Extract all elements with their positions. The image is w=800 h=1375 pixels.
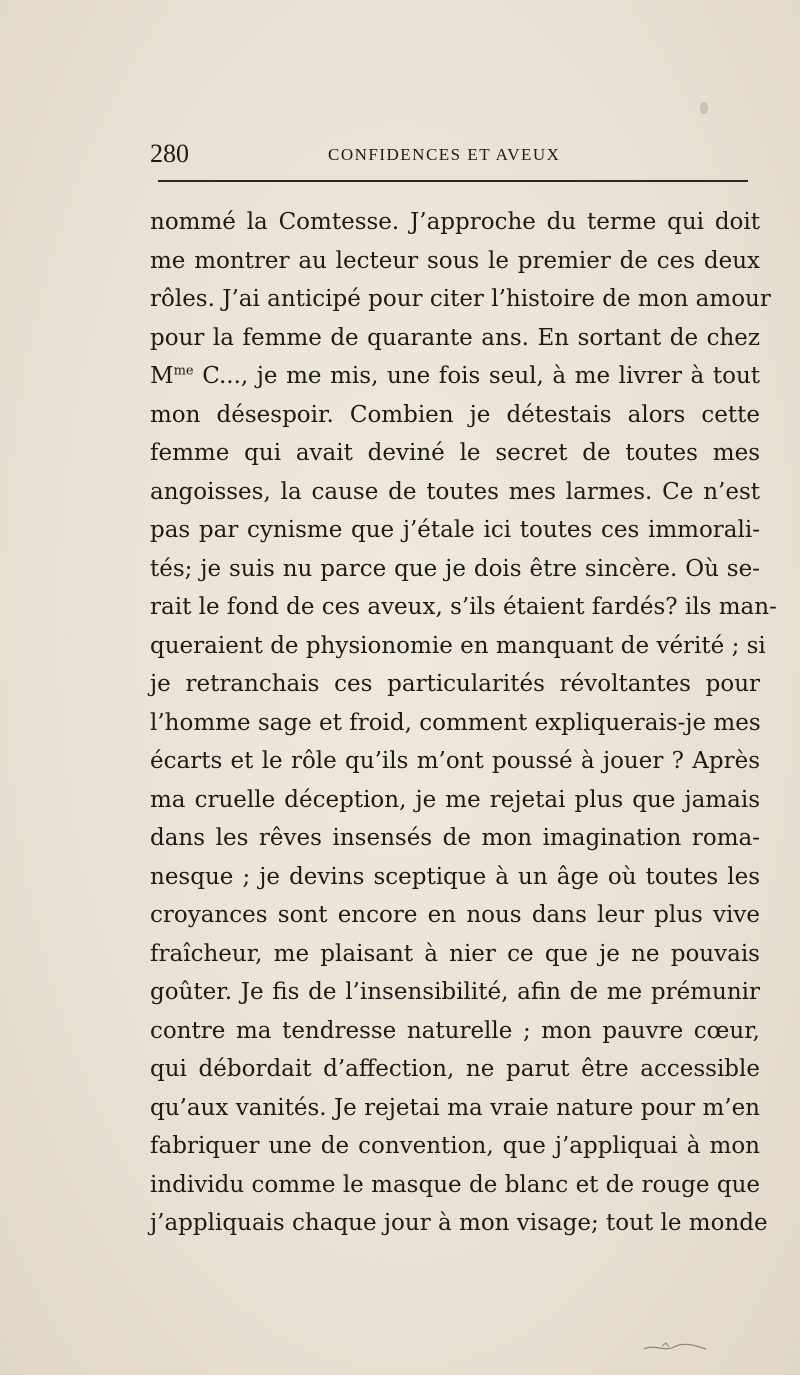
title-superscript: me — [173, 363, 194, 379]
text-line: pas par cynisme que j’étale ici toutes ces immorali- — [150, 517, 760, 543]
text-line: rôles. J’ai anticipé pour citer l’histoire de mon amour — [150, 286, 771, 312]
decorative-mark-icon — [640, 1340, 710, 1354]
text-line-with-title — [150, 357, 760, 396]
header-rule — [158, 180, 748, 182]
paper-stain — [700, 102, 708, 114]
title-abbrev — [150, 363, 194, 389]
text-line: tés; je suis nu parce que je dois être sincère. Où se- — [150, 555, 760, 582]
text-line: l’homme sage et froid, comment expliquerais-je mes — [150, 709, 761, 736]
text-line: écarts et le rôle qu’ils m’ont poussé à jouer ? Après — [150, 748, 760, 774]
page-header — [150, 139, 750, 173]
text-line: rait le fond de ces aveux, s’ils étaient fardés? ils man- — [150, 594, 777, 620]
text-line: goûter. Je fis de l’insensibilité, afin de me prémunir — [150, 979, 760, 1005]
text-line: me montrer au lecteur sous le premier de ces deux — [150, 247, 760, 274]
running-title: CONFIDENCES ET AVEUX — [328, 145, 561, 164]
body-text — [150, 203, 777, 1243]
text-line: fraîcheur, me plaisant à nier ce que je ne pouvais — [150, 940, 760, 967]
text-line: dans les rêves insensés de mon imagination roma- — [150, 825, 760, 851]
text-line: queraient de physionomie en manquant de vérité ; si — [150, 632, 766, 659]
text-line: femme qui avait deviné le secret de toutes mes — [150, 440, 760, 466]
title-letter: M — [150, 363, 174, 389]
text-line: nommé la Comtesse. J’approche du terme qui doit — [150, 209, 760, 235]
text-line: croyances sont encore en nous dans leur plus vive — [150, 902, 760, 928]
text-line: contre ma tendresse naturelle ; mon pauvre cœur, — [150, 1017, 760, 1044]
text-line: nesque ; je devins sceptique à un âge où toutes les — [150, 863, 760, 890]
text-line: fabriquer une de convention, que j’appliquai à mon — [150, 1133, 760, 1159]
text-line: qui débordait d’affection, ne parut être accessible — [150, 1056, 760, 1082]
text-line: mon désespoir. Combien je détestais alors cette — [150, 401, 760, 428]
page-number: 280 — [150, 139, 189, 168]
text-line: angoisses, la cause de toutes mes larmes. Ce n’est — [150, 478, 760, 505]
text-line: j’appliquais chaque jour à mon visage; tout le monde — [150, 1210, 768, 1236]
text-line: je retranchais ces particularités révoltantes pour — [150, 671, 760, 697]
text-line: qu’aux vanités. Je rejetai ma vraie nature pour m’en — [150, 1094, 760, 1121]
text-line-rest: C..., je me mis, une fois seul, à me livrer à tout — [202, 363, 761, 389]
text-line: individu comme le masque de blanc et de rouge que — [150, 1171, 760, 1198]
text-line: ma cruelle déception, je me rejetai plus que jamais — [150, 786, 760, 813]
text-line: pour la femme de quarante ans. En sortant de chez — [150, 324, 760, 351]
